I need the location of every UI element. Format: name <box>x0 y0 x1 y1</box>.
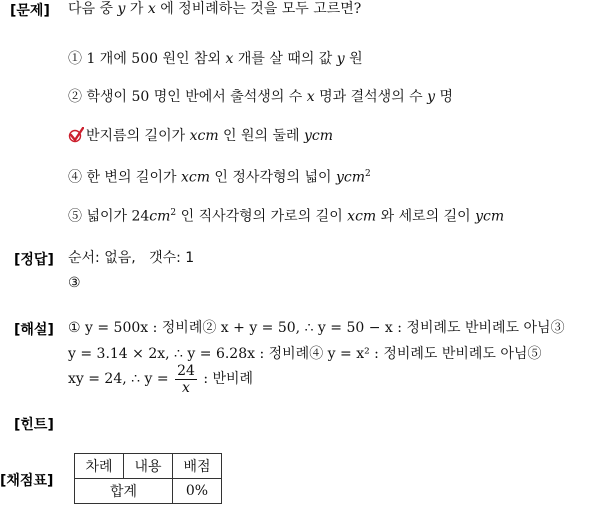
header-score: 배점 <box>173 454 222 479</box>
choice-number: ② <box>68 89 82 105</box>
header-order: 차례 <box>75 454 124 479</box>
answer-label: [정답] <box>14 252 54 268</box>
choice-5[interactable]: ⑤ 넓이가 $24cm^2$ 인 직사각형의 가로의 길이 xcm 와 세로의 길이 ycm <box>68 208 505 225</box>
question-label: [문제] <box>10 3 50 19</box>
table-row <box>75 454 222 479</box>
total-label: 합계 <box>75 479 173 504</box>
hint-label: [힌트] <box>14 417 54 433</box>
explanation-label: [해설] <box>14 322 54 338</box>
explanation-line-2: y = 3.14 × 2x, ∴ y = 6.28x : 정비례④ y = x² : 정비례도 반비례도 아님⑤ <box>68 346 542 362</box>
scoring-label: [채점표] <box>0 473 54 489</box>
header-content: 내용 <box>124 454 173 479</box>
check-mark-icon <box>68 127 84 143</box>
answer-value: ③ <box>68 275 81 291</box>
choice-number: ① <box>68 51 82 67</box>
choice-number: ⑤ <box>68 208 82 225</box>
answer-meta <box>68 249 194 267</box>
choice-4[interactable]: ④ 한 변의 길이가 xcm 인 정사각형의 넓이 ycm$^2$ <box>68 169 371 186</box>
explanation-line-3: xy = 24, ∴ y = $\frac{24}{x}$ : 반비례 <box>68 362 254 396</box>
scoring-table <box>74 453 222 504</box>
table-row <box>75 479 222 504</box>
choice-1[interactable]: ① 1 개에 500 원인 참외 x 개를 살 때의 값 y 원 <box>68 51 363 67</box>
choice-number: ④ <box>68 169 82 186</box>
answer-count: 갯수: 1 <box>149 250 195 266</box>
choice-3[interactable]: 반지름의 길이가 xcm 인 원의 둘레 ycm <box>68 127 333 145</box>
fraction: $\frac{24}{x}$ <box>177 362 195 396</box>
question-prompt: 다음 중 y 가 x 에 정비례하는 것을 모두 고르면? <box>68 1 362 17</box>
explanation-line-1: ① y = 500x : 정비례② x + y = 50, ∴ y = 50 − x : 정비례도 반비례도 아님③ <box>68 320 565 336</box>
answer-order: 순서: 없음, <box>68 250 136 266</box>
choice-2[interactable]: ② 학생이 50 명인 반에서 출석생의 수 x 명과 결석생의 수 y 명 <box>68 89 454 105</box>
total-value: 0% <box>173 479 222 504</box>
